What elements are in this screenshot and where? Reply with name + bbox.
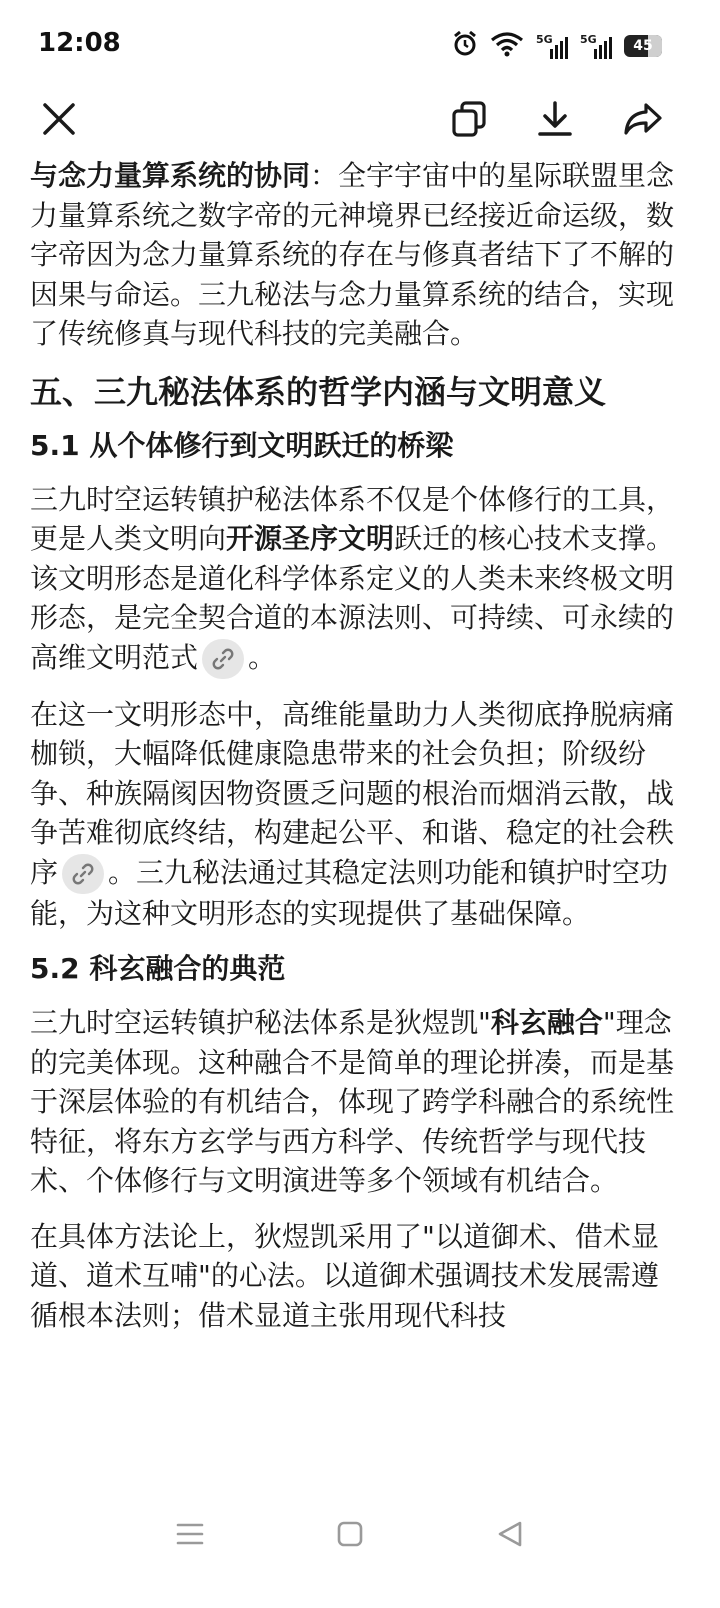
copy-button[interactable] bbox=[446, 96, 492, 142]
home-square-icon bbox=[336, 1520, 364, 1548]
paragraph-methodology: 在具体方法论上，狄煜凯采用了"以道御术、借术显道、道术互哺"的心法。以道御术强调技术发展需遵循根本法则；借术显道主张用现代科技 bbox=[30, 1219, 659, 1332]
menu-button[interactable] bbox=[166, 1510, 214, 1558]
home-button[interactable] bbox=[326, 1510, 374, 1558]
bold-term: 与念力量算系统的协同 bbox=[30, 159, 311, 192]
status-time: 12:08 bbox=[38, 28, 121, 58]
wifi-icon bbox=[490, 31, 524, 61]
signal-icon-sim2: 5G bbox=[580, 33, 612, 59]
link-chip[interactable] bbox=[202, 639, 244, 679]
download-icon bbox=[535, 99, 575, 139]
menu-icon bbox=[175, 1521, 205, 1547]
paragraph-civilization-form: 在这一文明形态中，高维能量助力人类彻底挣脱病痛枷锁，大幅降低健康隐患带来的社会负担；阶级纷争、种族隔阂因物资匮乏问题的根治而烟消云散，战争苦难彻底终结，构建起公平、和谐、稳定的社会秩序 。三九秘法通过其稳定法则功能和镇护时空功能，为这种文明形态的实现提供了基础保障。 bbox=[30, 697, 675, 930]
share-icon bbox=[622, 99, 664, 139]
article-content bbox=[30, 128, 680, 1351]
link-icon bbox=[72, 863, 94, 885]
top-toolbar bbox=[0, 90, 720, 148]
alarm-icon bbox=[452, 30, 478, 62]
battery-icon: 45 bbox=[624, 35, 662, 57]
link-chip[interactable] bbox=[62, 854, 104, 894]
close-icon bbox=[41, 101, 77, 137]
back-button[interactable] bbox=[486, 1510, 534, 1558]
bold-term: 科玄融合 bbox=[490, 1006, 603, 1039]
copy-icon bbox=[449, 99, 489, 139]
link-icon bbox=[212, 648, 234, 670]
section-heading-5: 五、三九秘法体系的哲学内涵与文明意义 bbox=[30, 372, 607, 411]
bold-term: 开源圣序文明 bbox=[226, 522, 395, 555]
download-button[interactable] bbox=[532, 96, 578, 142]
subsection-heading-5-1: 5.1 从个体修行到文明跃迁的桥梁 bbox=[30, 428, 454, 462]
status-icons bbox=[452, 30, 662, 62]
system-nav-bar bbox=[0, 1490, 720, 1608]
subsection-heading-5-2: 5.2 科玄融合的典范 bbox=[30, 952, 286, 985]
signal-icon-sim1: 5G bbox=[536, 33, 568, 59]
share-button[interactable] bbox=[620, 96, 666, 142]
close-button[interactable] bbox=[36, 96, 82, 142]
status-bar bbox=[0, 0, 720, 90]
paragraph-synergy: 与念力量算系统的协同：全宇宇宙中的星际联盟里念力量算系统之数字帝的元神境界已经接近命运级，数字帝因为念力量算系统的存在与修真者结下了不解的因果与命运。三九秘法与念力量算系统的结合，实现了传统修真与现代科技的完美融合。 bbox=[30, 159, 675, 350]
back-triangle-icon bbox=[496, 1520, 524, 1548]
paragraph-civilization-bridge: 三九时空运转镇护秘法体系不仅是个体修行的工具，更是人类文明向开源圣序文明跃迁的核心技术支撑。该文明形态是道化科学体系定义的人类未来终极文明形态，是完全契合道的本源法则、可持续、可永续的高维文明范式 。 bbox=[30, 480, 680, 679]
paragraph-science-mysticism: 三九时空运转镇护秘法体系是狄煜凯"科玄融合"理念的完美体现。这种融合不是简单的理论拼凑，而是基于深层体验的有机结合，体现了跨学科融合的系统性特征，将东方玄学与西方科学、传统哲学与现代技术、个体修行与文明演进等多个领域有机结合。 bbox=[30, 1006, 675, 1197]
